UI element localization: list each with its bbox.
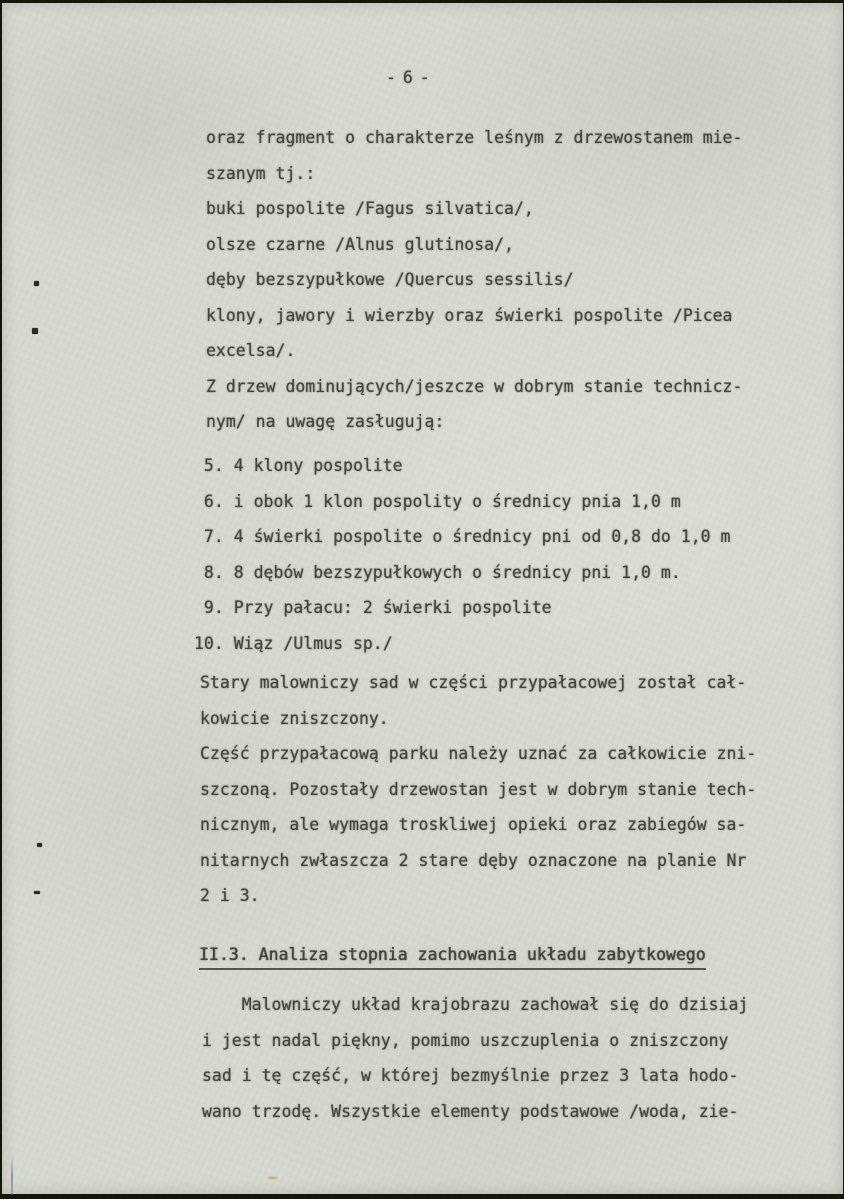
page-number: - 6 - bbox=[386, 68, 429, 87]
text-line: wano trzodę. Wszystkie elementy podstawowe /woda, zie- bbox=[202, 1101, 739, 1121]
text-line: 5. 4 klony pospolite bbox=[194, 456, 403, 475]
section-heading-text: II.3. Analiza stopnia zachowania układu zabytkowego bbox=[199, 945, 706, 970]
text-line: 7. 4 świerki pospolite o średnicy pni od 0,8 do 1,0 m bbox=[194, 527, 731, 546]
text-line: Malowniczy układ krajobrazu zachował się do dzisiaj bbox=[202, 995, 749, 1014]
text-line: nitarnych zwłaszcza 2 stare dęby oznaczone na planie Nr bbox=[200, 850, 747, 870]
text-line: sad i tę część, w której bezmyślnie przez 3 lata hodo- bbox=[202, 1066, 739, 1085]
text-line: dęby bezszypułkowe /Quercus sessilis/ bbox=[206, 270, 574, 289]
text-line: Stary malowniczy sad w części przypałacowej został cał- bbox=[200, 673, 747, 692]
scan-line-artifact bbox=[11, 1157, 13, 1195]
text-line: nym/ na uwagę zasługują: bbox=[206, 412, 445, 431]
text-line: szanym tj.: bbox=[206, 163, 316, 183]
text-line: szczoną. Pozostały drzewostan jest w dobrym stanie tech- bbox=[200, 779, 757, 799]
text-line: nicznym, ale wymaga troskliwej opieki oraz zabiegów sa- bbox=[200, 815, 747, 834]
text-line: excelsa/. bbox=[206, 341, 296, 360]
text-line: 6. i obok 1 klon pospolity o średnicy pnia 1,0 m bbox=[194, 491, 681, 511]
text-line: 10. Wiąz /Ulmus sp./ bbox=[194, 633, 393, 653]
scan-speck bbox=[37, 843, 42, 847]
text-line: buki pospolite /Fagus silvatica/, bbox=[206, 199, 534, 218]
scan-speck bbox=[32, 328, 38, 334]
paragraph-orchard-condition bbox=[200, 665, 756, 914]
numbered-tree-list bbox=[194, 448, 730, 661]
scan-smudge bbox=[266, 1176, 279, 1180]
text-line: kowicie zniszczony. bbox=[200, 708, 389, 728]
scan-speck bbox=[34, 891, 40, 894]
text-line: Z drzew dominujących/jeszcze w dobrym stanie technicz- bbox=[206, 376, 743, 396]
text-line: 8. 8 dębów bezszypułkowych o średnicy pni 1,0 m. bbox=[194, 562, 681, 582]
text-line: 2 i 3. bbox=[200, 886, 260, 905]
scan-speck bbox=[34, 281, 39, 286]
paragraph-forest-species bbox=[206, 120, 742, 440]
section-heading bbox=[199, 937, 706, 973]
text-line: Część przypałacową parku należy uznać za całkowicie zni- bbox=[200, 744, 757, 763]
paragraph-landscape-analysis bbox=[202, 987, 748, 1129]
text-line: klony, jawory i wierzby oraz świerki pospolite /Picea bbox=[206, 305, 733, 325]
text-line: 9. Przy pałacu: 2 świerki pospolite bbox=[194, 598, 552, 617]
text-line: olsze czarne /Alnus glutinosa/, bbox=[206, 234, 514, 254]
text-line: oraz fragment o charakterze leśnym z drzewostanem mie- bbox=[206, 128, 743, 147]
text-line: i jest nadal piękny, pomimo uszczuplenia o zniszczony bbox=[202, 1030, 729, 1050]
